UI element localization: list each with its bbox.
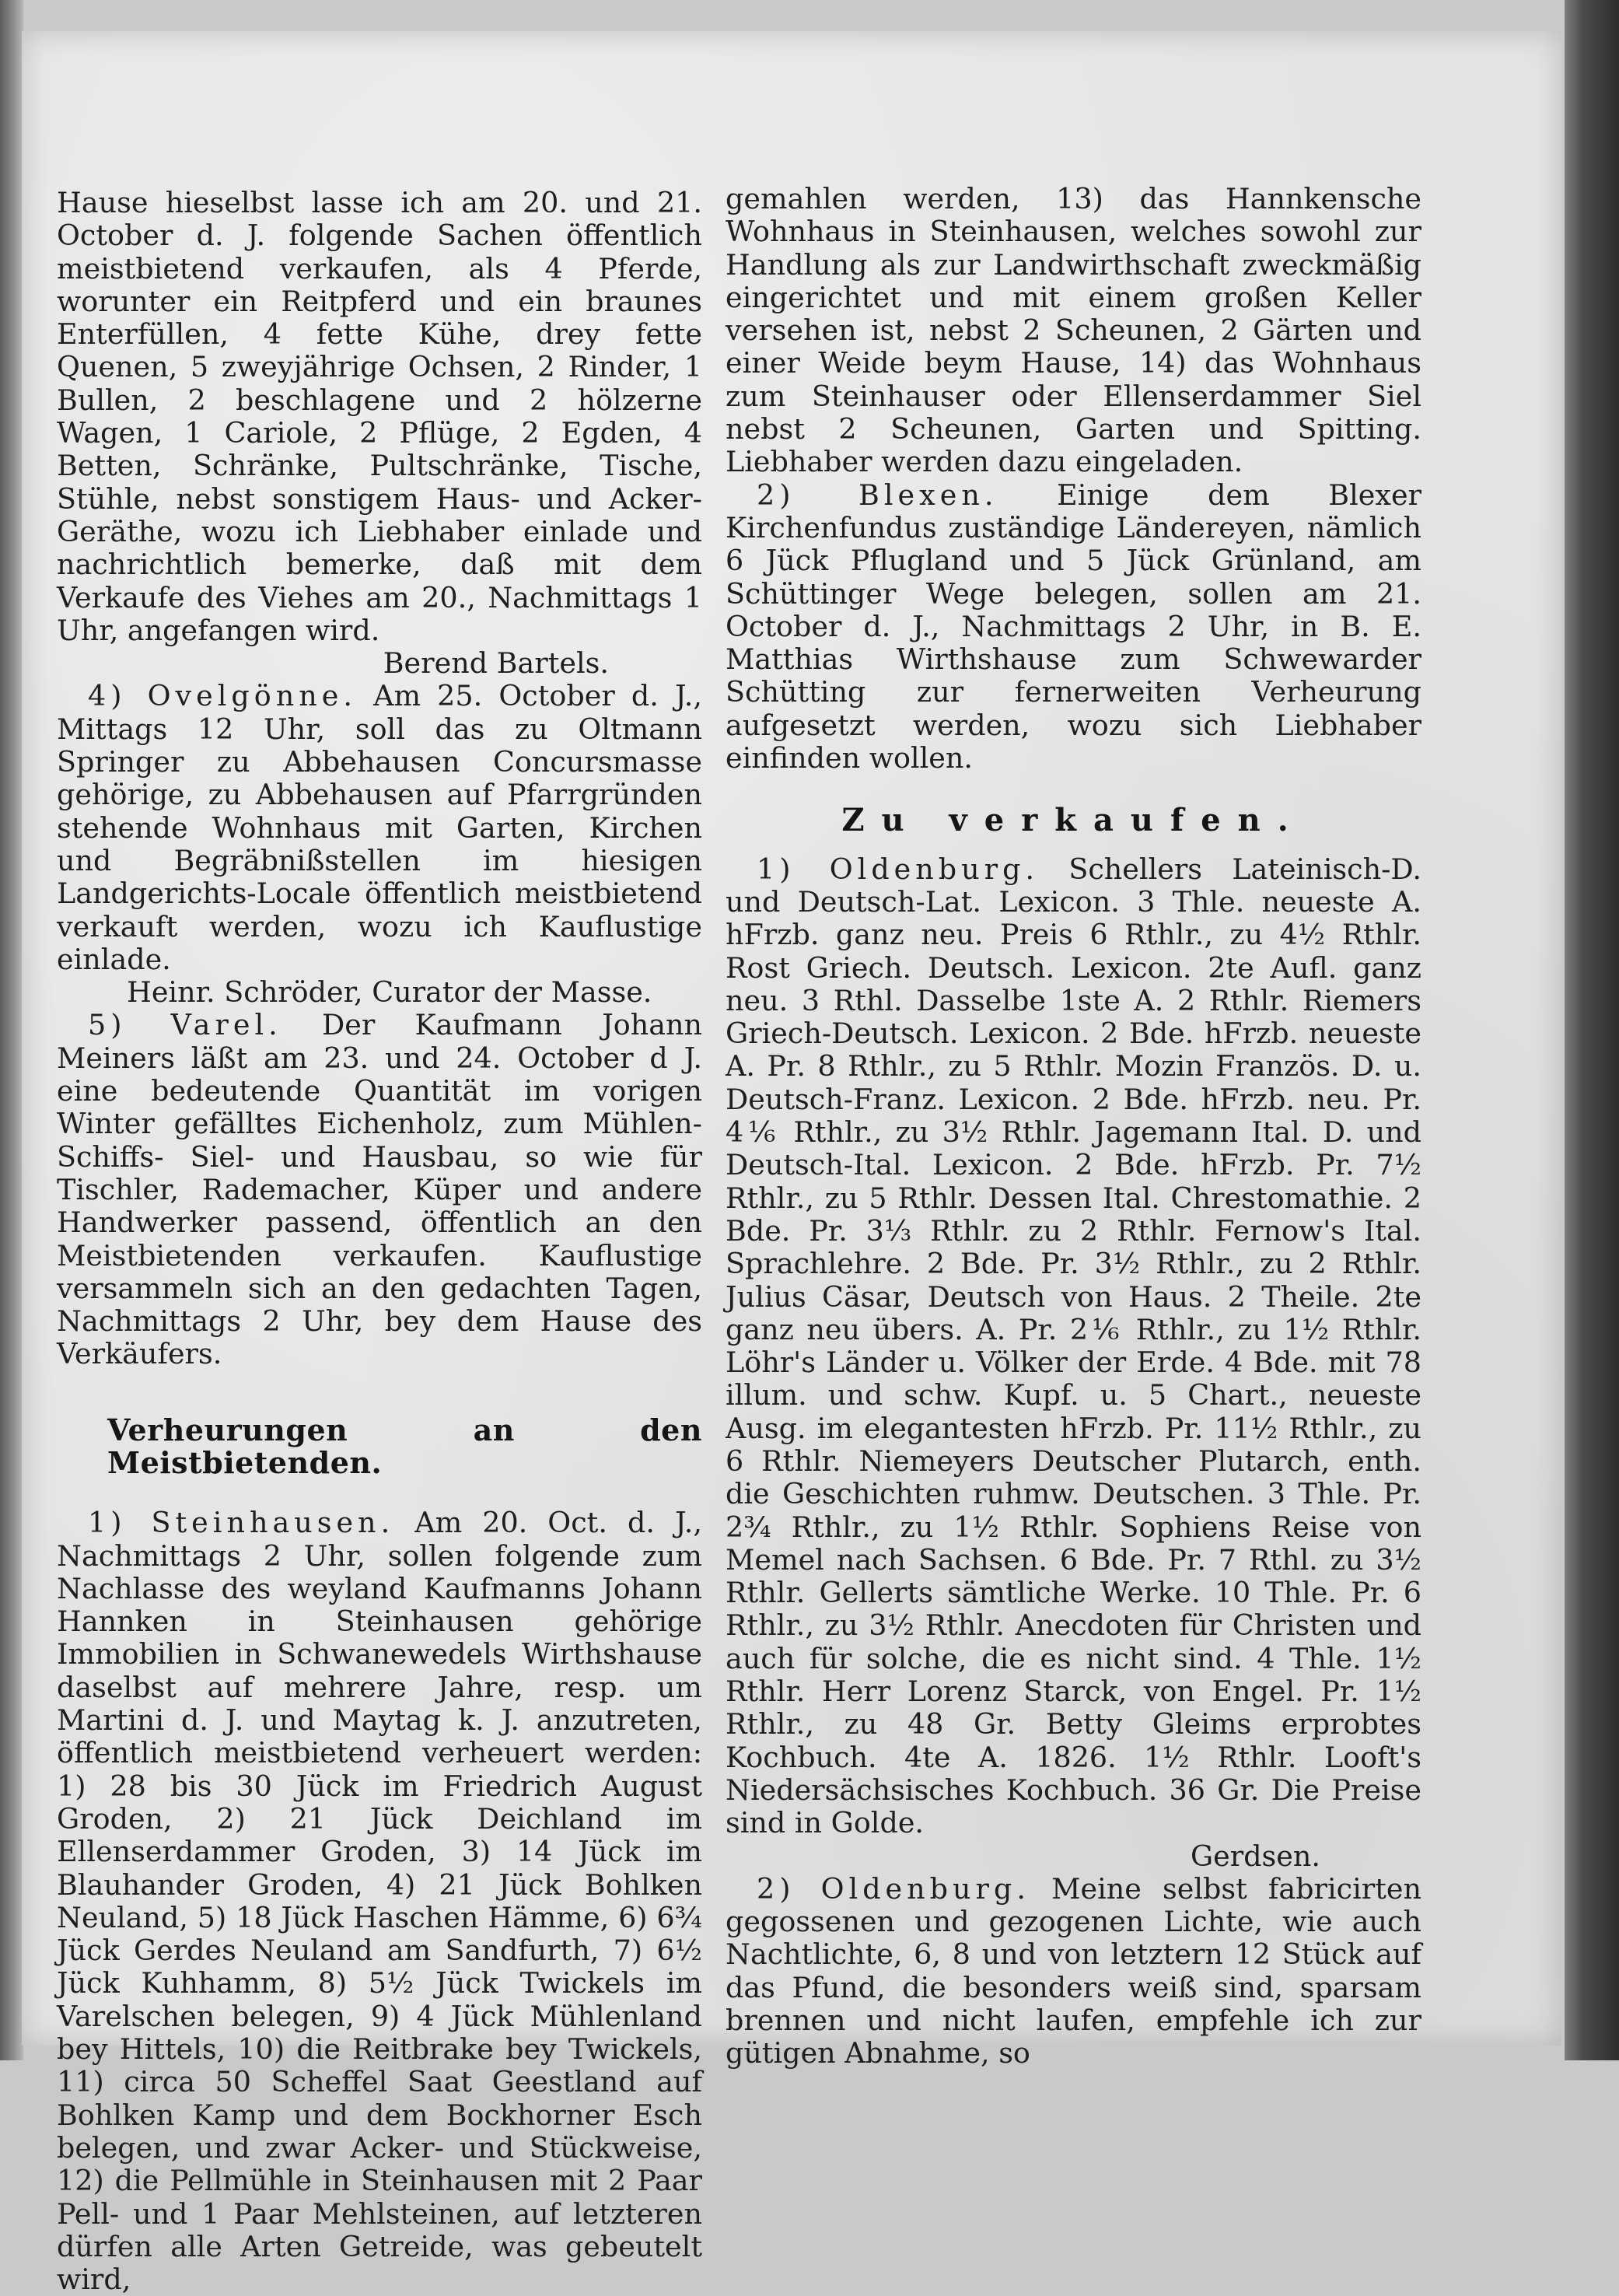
notice-text: Einige dem Blexer Kirchenfundus zuständige Ländereyen, nämlich 6 Jück Pflugland und 5 Jück Grünland, am Schüttinger Wege belegen, sollen am 21. October d. J., Nachmittags 2 Uhr, in B. E. Matthias Wirthshause zum Schwewarder Schütting zur fernerweiten Verheurung aufgesetzt werden, wozu sich Liebhaber einfinden wollen.	[726, 478, 1421, 775]
signature: Berend Bartels.	[383, 646, 609, 681]
notice-paragraph	[57, 1009, 702, 1370]
place-name: 4) Ovelgönne.	[88, 679, 357, 713]
newspaper-page	[22, 31, 1561, 2296]
section-heading: Zu verkaufen.	[841, 802, 1306, 839]
place-name: 5) Varel.	[88, 1008, 282, 1042]
place-name: 1) Steinhausen.	[88, 1506, 395, 1540]
place-name: 2) Blexen.	[757, 478, 998, 512]
notice-paragraph: Hause hieselbst lasse ich am 20. und 21. October d. J. folgende Sachen öffentlich meistbietend verkaufen, als 4 Pferde, worunter ein Reitpferd und ein braunes Enterfüllen, 4 fette Kühe, drey fette Quenen, 5 zweyjährige Ochsen, 2 Rinder, 1 Bullen, 2 beschlagene und 2 hölzerne Wagen, 1 Cariole, 2 Pflüge, 2 Egden, 4 Betten, Schränke, Pultschränke, Tische, Stühle, nebst sonstigem Haus- und Acker-Geräthe, wozu ich Liebhaber einlade und nachrichtlich bemerke, daß mit dem Verkaufe des Viehes am 20., Nachmittags 1 Uhr, angefangen wird.	[57, 186, 702, 647]
notice-text: Meine selbst fabricirten gegossenen und gezogenen Lichte, wie auch Nachtlichte, 6, 8 und von letztern 12 Stück auf das Pfund, die besonders weiß sind, sparsam brennen und nicht laufen, empfehle ich zur gütigen Abnahme, so	[726, 1871, 1421, 2070]
notice-text: Der Kaufmann Johann Meiners läßt am 23. und 24. October d J. eine bedeutende Quantität im vorigen Winter gefälltes Eichenholz, zum Mühlen-Schiffs- Siel- und Hausbau, so wie für Tischler, Rademacher, Küper und andere Handwerker passend, öffentlich an den Meistbietenden verkaufen. Kauflustige versammeln sich an den gedachten Tagen, Nachmittags 2 Uhr, bey dem Hause des Verkäufers.	[57, 1008, 702, 1371]
notice-text: Schellers Lateinisch-D. und Deutsch-Lat. Lexicon. 3 Thle. neueste A. hFrzb. ganz neu. Preis 6 Rthlr., zu 4½ Rthlr. Rost Griech. Deutsch. Lexicon. 2te Aufl. ganz neu. 3 Rthl. Dasselbe 1ste A. 2 Rthlr. Riemers Griech-Deutsch. Lexicon. 2 Bde. hFrzb. neueste A. Pr. 8 Rthlr., zu 5 Rthlr. Mozin Französ. D. u. Deutsch-Franz. Lexicon. 2 Bde. hFrzb. neu. Pr. 4⅙ Rthlr., zu 3½ Rthlr. Jagemann Ital. D. und Deutsch-Ital. Lexicon. 2 Bde. hFrzb. Pr. 7½ Rthlr., zu 5 Rthlr. Dessen Ital. Chrestomathie. 2 Bde. Pr. 3⅓ Rthlr. zu 2 Rthlr. Fernow's Ital. Sprachlehre. 2 Bde. Pr. 3½ Rthlr., zu 2 Rthlr. Julius Cäsar, Deutsch von Haus. 2 Theile. 2te ganz neu übers. A. Pr. 2⅙ Rthlr., zu 1½ Rthlr. Löhr's Länder u. Völker der Erde. 4 Bde. mit 78 illum. und schw. Kupf. u. 5 Chart., neueste Ausg. im elegantesten hFrzb. Pr. 11½ Rthlr., zu 6 Rthlr. Niemeyers Deutscher Plutarch, enth. die Geschichten ruhmw. Deutschen. 3 Thle. Pr. 2¾ Rthlr., zu 1½ Rthlr. Sophiens Reise von Memel nach Sachsen. 6 Bde. Pr. 7 Rthl. zu 3½ Rthlr. Gellerts sämtliche Werke. 10 Thle. Pr. 6 Rthlr., zu 3½ Rthlr. Anecdoten für Christen und auch für solche, die es nicht sind. 4 Thle. 1½ Rthlr. Herr Lorenz Starck, von Engel. Pr. 1½ Rthlr., zu 48 Gr. Betty Gleims erprobtes Kochbuch. 4te A. 1826. 1½ Rthlr. Looft's Niedersächsisches Kochbuch. 36 Gr. Die Preise sind in Golde.	[726, 852, 1421, 1840]
signature: Gerdsen.	[1190, 1839, 1320, 1873]
notice-paragraph: gemahlen werden, 13) das Hannkensche Wohnhaus in Steinhausen, welches sowohl zur Handlung als zur Landwirthschaft zweckmäßig eingerichtet und mit einem großen Keller versehen ist, nebst 2 Scheunen, 2 Gärten und einer Weide beym Hause, 14) das Wohnhaus zum Steinhauser oder Ellenserdammer Siel nebst 2 Scheunen, Garten und Spitting. Liebhaber werden dazu eingeladen.	[726, 182, 1421, 479]
place-name: 1) Oldenburg.	[757, 852, 1040, 886]
book-binding-shadow	[0, 0, 23, 2060]
notice-paragraph	[726, 479, 1421, 775]
place-name: 2) Oldenburg.	[757, 1871, 1030, 1906]
notice-paragraph	[726, 853, 1421, 1840]
notice-paragraph	[726, 1873, 1421, 2070]
section-heading: Verheurungen an den Meistbietenden.	[107, 1412, 702, 1480]
notice-text: Am 20. Oct. d. J., Nachmittags 2 Uhr, sollen folgende zum Nachlasse des weyland Kaufmanns Johann Hannken in Steinhausen gehörige Immobilien in Schwanewedels Wirthshause daselbst auf mehrere Jahre, resp. um Martini d. J. und Maytag k. J. anzutreten, öffentlich meistbietend verheuert werden: 1) 28 bis 30 Jück im Friedrich August Groden, 2) 21 Jück Deichland im Ellenserdammer Groden, 3) 14 Jück im Blauhander Groden, 4) 21 Jück Bohlken Neuland, 5) 18 Jück Haschen Hämme, 6) 6¾ Jück Gerdes Neuland am Sandfurth, 7) 6½ Jück Kuhhamm, 8) 5½ Jück Twickels im Varelschen belegen, 9) 4 Jück Mühlenland bey Hittels, 10) die Reitbrake bey Twickels, 11) circa 50 Scheffel Saat Geestland auf Bohlken Kamp und dem Bockhorner Esch belegen, und zwar Acker- und Stückweise, 12) die Pellmühle in Steinhausen mit 2 Paar Pell- und 1 Paar Mehlsteinen, auf letzteren dürfen alle Arten Getreide, was gebeutelt wird,	[57, 1506, 702, 2296]
notice-text: Am 25. October d. J., Mittags 12 Uhr, soll das zu Oltmann Springer zu Abbehausen Concursmasse gehörige, zu Abbehausen auf Pfarrgründen stehende Wohnhaus mit Garten, Kirchen und Begräbnißstellen im hiesigen Landgerichts-Locale öffentlich meistbietend verkauft werden, wozu ich Kauflustige einlade.	[57, 679, 702, 976]
right-column	[726, 183, 1421, 2070]
notice-paragraph	[57, 680, 702, 976]
page-edge	[1565, 0, 1619, 2060]
left-column	[57, 187, 702, 2296]
signature: Heinr. Schröder, Curator der Masse.	[127, 975, 652, 1010]
notice-paragraph	[57, 1507, 702, 2296]
